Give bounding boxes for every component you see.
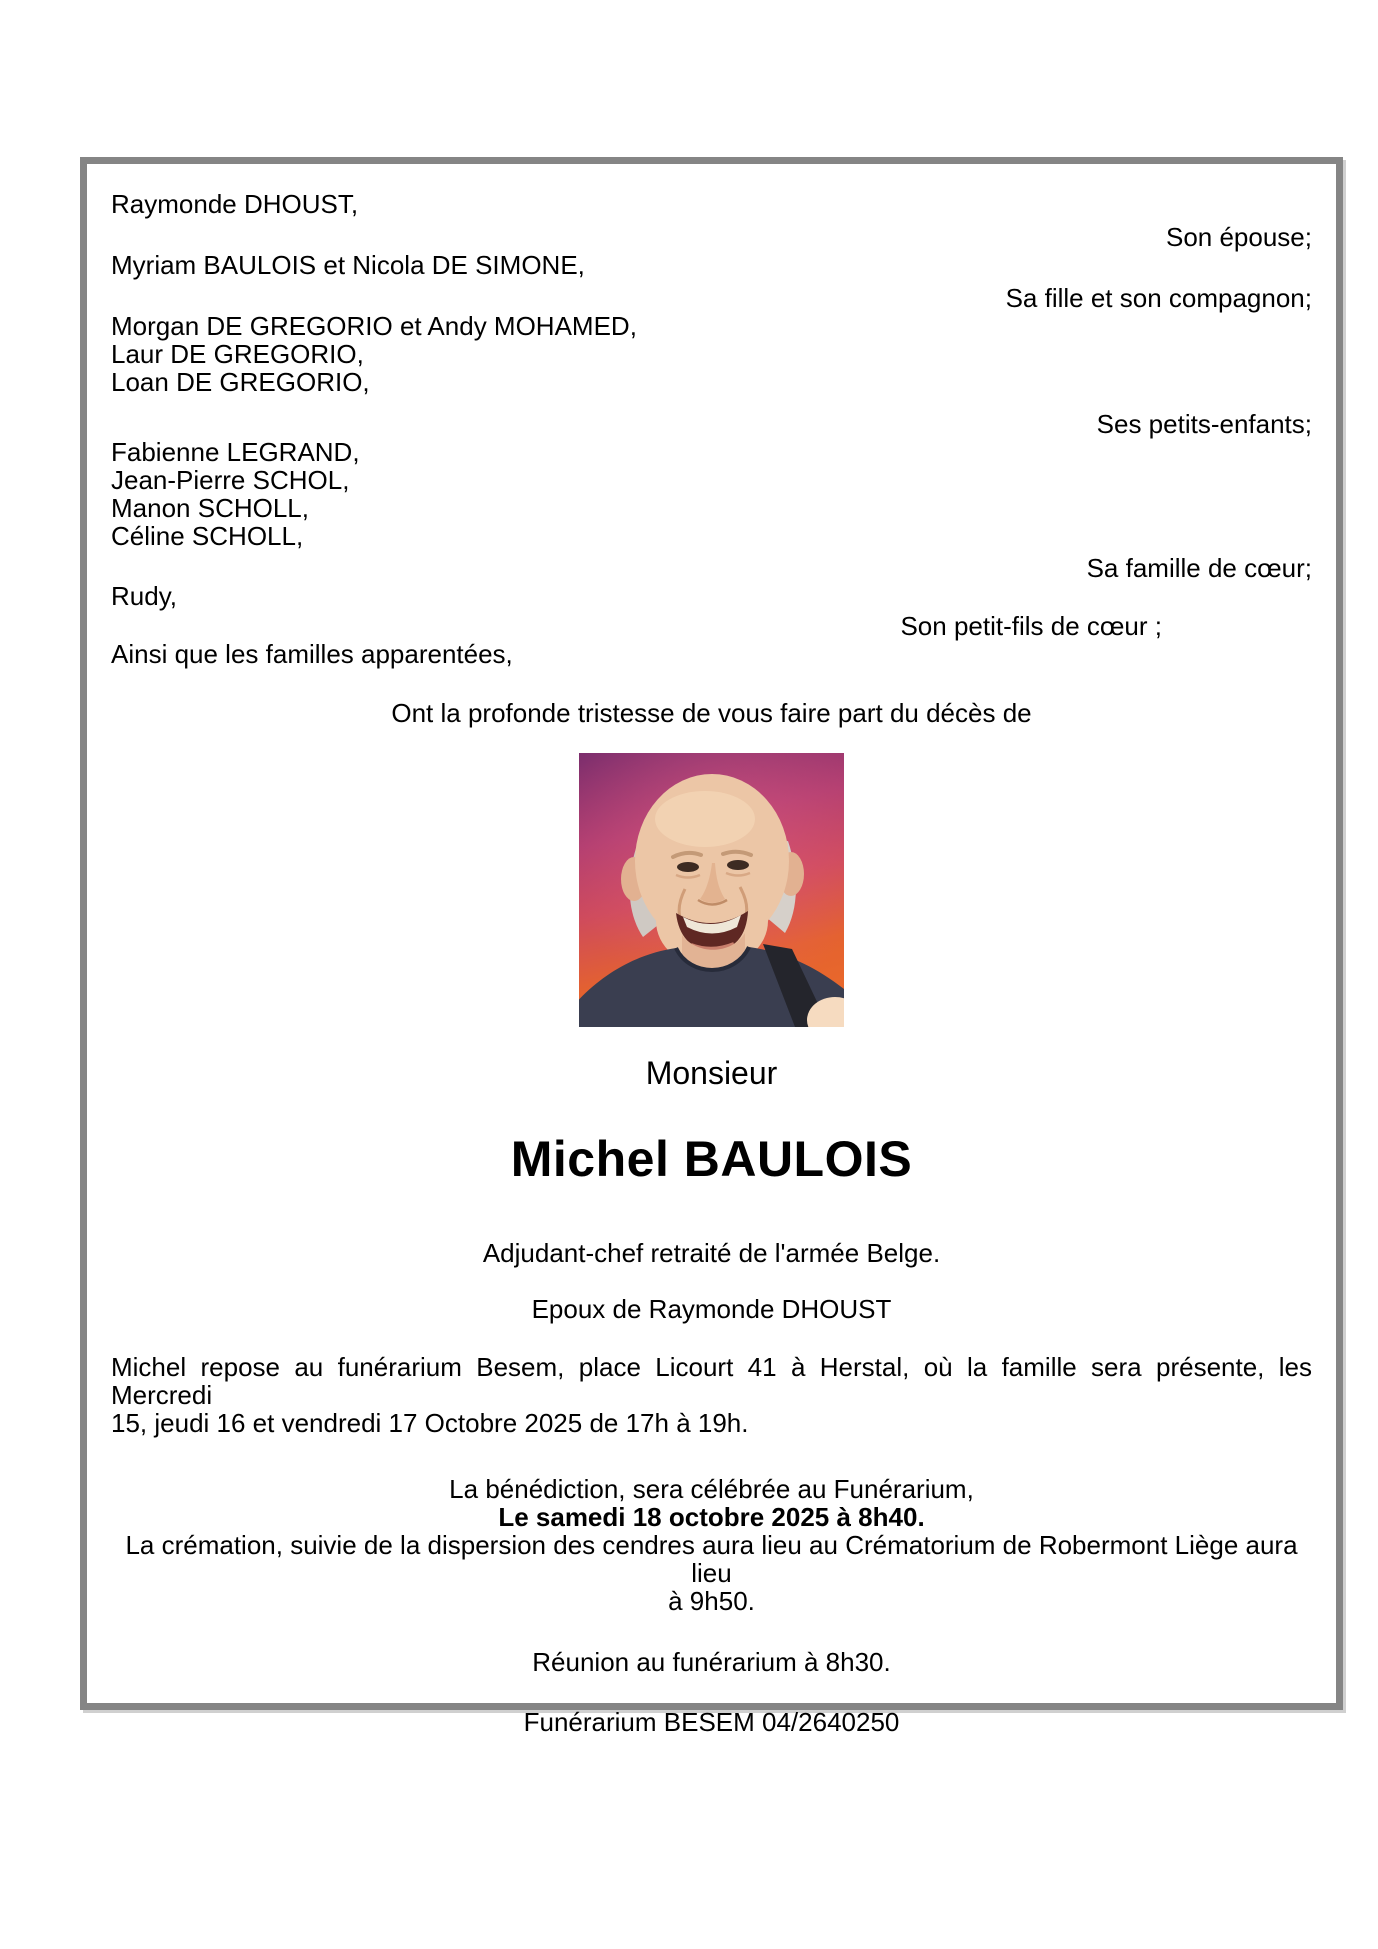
cremation-time-line: à 9h50. bbox=[668, 1586, 755, 1616]
cremation-line: La crémation, suivie de la dispersion des cendres aura lieu au Crématorium de Robermont Liège aura lieu bbox=[125, 1530, 1305, 1588]
family-member-line: Ainsi que les familles apparentées, bbox=[111, 639, 513, 669]
spouse-line: Epoux de Raymonde DHOUST bbox=[531, 1294, 892, 1324]
relation-label: Ses petits-enfants; bbox=[1096, 409, 1312, 439]
repose-line-1: Michel repose au funérarium Besem, place Licourt 41 à Herstal, où la famille sera présente, les Mercredi bbox=[111, 1352, 1320, 1410]
relation-label: Son petit-fils de cœur ; bbox=[900, 611, 1162, 641]
ceremony-date-line: Le samedi 18 octobre 2025 à 8h40. bbox=[498, 1502, 925, 1532]
family-member-line: Myriam BAULOIS et Nicola DE SIMONE, bbox=[111, 250, 585, 280]
eye-right bbox=[727, 860, 749, 870]
eye-left bbox=[677, 862, 699, 872]
announcement-line: Ont la profonde tristesse de vous faire part du décès de bbox=[391, 698, 1032, 728]
role-line: Adjudant-chef retraité de l'armée Belge. bbox=[482, 1238, 941, 1268]
relation-label: Sa famille de cœur; bbox=[1086, 553, 1312, 583]
forehead-highlight bbox=[655, 791, 755, 847]
relation-label: Son épouse; bbox=[1165, 222, 1312, 252]
family-member-line: Raymonde DHOUST, bbox=[111, 189, 359, 219]
repose-line-2: 15, jeudi 16 et vendredi 17 Octobre 2025 de 17h à 19h. bbox=[111, 1408, 749, 1438]
deceased-name: Michel BAULOIS bbox=[510, 1131, 913, 1187]
obituary-card bbox=[80, 157, 1343, 1737]
funeral-home-contact: Funérarium BESEM 04/2640250 bbox=[523, 1707, 900, 1737]
portrait-photo bbox=[579, 753, 844, 1027]
family-member-line: Céline SCHOLL, bbox=[111, 521, 304, 551]
repose-paragraph bbox=[111, 1352, 1320, 1438]
family-member-line: Rudy, bbox=[111, 581, 177, 611]
family-member-line: Fabienne LEGRAND, bbox=[111, 437, 360, 467]
benediction-line: La bénédiction, sera célébrée au Funérarium, bbox=[449, 1474, 974, 1504]
civility-line: Monsieur bbox=[645, 1055, 778, 1091]
portrait-photo-container bbox=[111, 753, 1312, 1027]
family-member-line: Manon SCHOLL, bbox=[111, 493, 309, 523]
family-member-line: Laur DE GREGORIO, bbox=[111, 339, 364, 369]
relation-label: Sa fille et son compagnon; bbox=[1005, 283, 1312, 313]
meeting-line: Réunion au funérarium à 8h30. bbox=[532, 1647, 891, 1677]
family-member-line: Loan DE GREGORIO, bbox=[111, 367, 370, 397]
ceremony-block bbox=[111, 1475, 1312, 1615]
family-member-line: Morgan DE GREGORIO et Andy MOHAMED, bbox=[111, 311, 637, 341]
family-member-line: Jean-Pierre SCHOL, bbox=[111, 465, 350, 495]
